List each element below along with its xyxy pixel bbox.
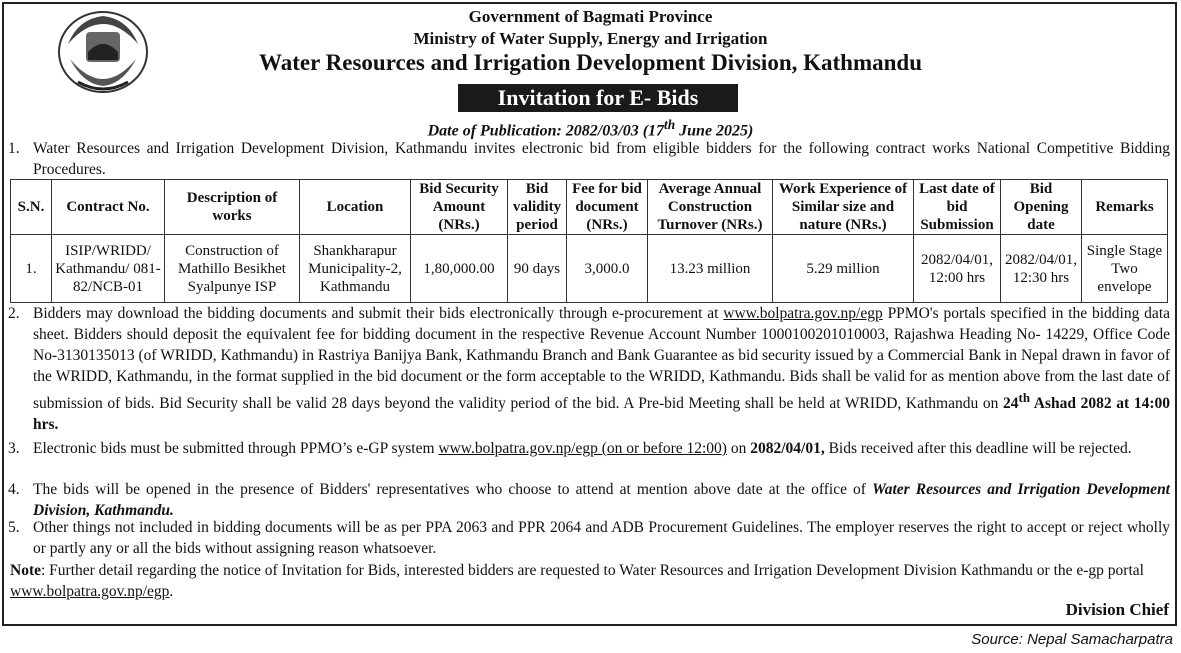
paragraph-2: 2. Bidders may download the bidding documents and submit their bids electronically through e-procurement at www.bolpatra.gov.np/egp PPMO's portals specified in the bidding data sheet. Bidders should deposit the equivalent fee for bidding document in the respective Revenue Account Number 1000100201010003, Rajashwa Heading No- 14229, Office Code No-3130135013 (of WRIDD, Kathmandu) in Rastriya Banijya Bank, Kathmandu Branch and Bank Guarantee as bid security issued by a Commercial Bank in Nepal drawn in favor of the WRIDD, Kathmandu, in the format supplied in the bid document or the form acceptable to the WRIDD, Kathmandu. Bids shall be valid for as mention above from the last date of submission of bids. Bid Security shall be valid 28 days beyond the validity period of the bid. A Pre-bid Meeting shall be held at WRIDD, Kathmandu on 24th Ashad 2082 at 14:00 hrs. [8, 305, 1171, 434]
cell-remarks: Single Stage Two envelope [1082, 235, 1168, 303]
col-location: Location [300, 180, 411, 235]
col-turnover: Average Annual Construction Turnover (NRs.) [648, 180, 773, 235]
col-contract: Contract No. [52, 180, 165, 235]
paragraph-3: 3. Electronic bids must be submitted through PPMO’s e-GP system www.bolpatra.gov.np/egp (on or before 12:00) on 2082/04/01, Bids received after this deadline will be rejected. [8, 440, 1132, 457]
egp-deadline-link[interactable]: www.bolpatra.gov.np/egp (on or before 12:00) [438, 440, 727, 457]
paragraph-1: 1. Water Resources and Irrigation Development Division, Kathmandu invites electronic bid from eligible bidders for the following contract works National Competitive Bidding Procedures. [8, 140, 1170, 178]
government-line: Government of Bagmati Province [468, 7, 713, 26]
bolpatra-link[interactable]: www.bolpatra.gov.np/egp [723, 305, 883, 322]
note: Note: Further detail regarding the notice of Invitation for Bids, interested bidders are requested to Water Resources and Irrigation Development Division Kathmandu or the e-gp portal www.bolpatra.gov.np/egp. [10, 562, 1144, 600]
ministry-line: Ministry of Water Supply, Energy and Irrigation [413, 29, 768, 48]
col-bid-validity: Bid validity period [508, 180, 567, 235]
paragraph-4: 4. The bids will be opened in the presence of Bidders' representatives who choose to attend at mention above date at the office of Water Resources and Irrigation Development Division, Kathmandu. [8, 481, 1170, 519]
cell-experience: 5.29 million [773, 235, 914, 303]
cell-contract: ISIP/WRIDD/ Kathmandu/ 081-82/NCB-01 [52, 235, 165, 303]
cell-description: Construction of Mathillo Besikhet Syalpunye ISP [165, 235, 300, 303]
table-row [11, 235, 1168, 303]
cell-bid-validity: 90 days [508, 235, 567, 303]
cell-fee: 3,000.0 [567, 235, 648, 303]
col-sn: S.N. [11, 180, 52, 235]
cell-last-date: 2082/04/01, 12:00 hrs [914, 235, 1001, 303]
col-opening: Bid Opening date [1001, 180, 1082, 235]
cell-sn: 1. [11, 235, 52, 303]
notice-title: Invitation for E- Bids [458, 84, 738, 112]
cell-turnover: 13.23 million [648, 235, 773, 303]
col-last-date: Last date of bid Submission [914, 180, 1001, 235]
col-remarks: Remarks [1082, 180, 1168, 235]
bids-table [10, 179, 1168, 303]
publication-date: Date of Publication: 2082/03/03 (17th June 2025) [427, 117, 754, 140]
col-bid-security: Bid Security Amount (NRs.) [411, 180, 508, 235]
table-header-row [11, 180, 1168, 235]
source-credit: Source: Nepal Samacharpatra [971, 631, 1173, 648]
cell-bid-security: 1,80,000.00 [411, 235, 508, 303]
note-link[interactable]: www.bolpatra.gov.np/egp [10, 583, 170, 600]
cell-opening: 2082/04/01, 12:30 hrs [1001, 235, 1082, 303]
col-experience: Work Experience of Similar size and nature (NRs.) [773, 180, 914, 235]
col-fee: Fee for bid document (NRs.) [567, 180, 648, 235]
col-description: Description of works [165, 180, 300, 235]
paragraph-5: 5. Other things not included in bidding documents will be as per PPA 2063 and PPR 2064 and ADB Procurement Guidelines. The employer reserves the right to accept or reject wholly or partly any or all the bids without assigning reason whatsoever. [8, 519, 1170, 557]
division-line: Water Resources and Irrigation Development Division, Kathmandu [259, 50, 922, 75]
cell-location: Shankharapur Municipality-2, Kathmandu [300, 235, 411, 303]
signature: Division Chief [1065, 600, 1169, 619]
